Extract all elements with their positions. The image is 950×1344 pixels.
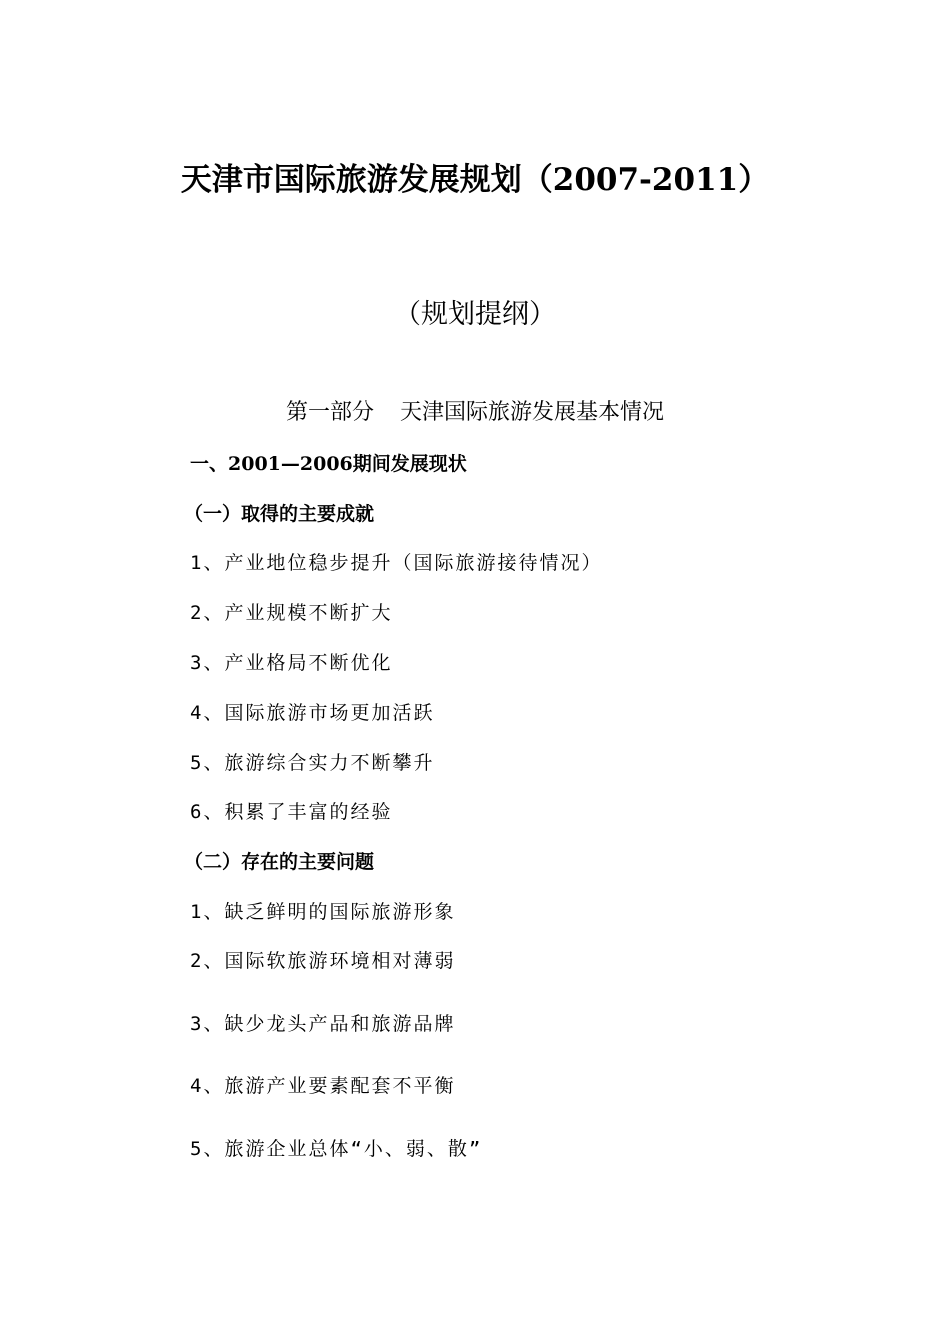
achievement-item: 5、旅游综合实力不断攀升 bbox=[190, 752, 435, 774]
part-number: 第一部分 bbox=[285, 400, 374, 425]
achievements-heading: （一）取得的主要成就 bbox=[184, 503, 375, 525]
document-subtitle: （规划提纲） bbox=[394, 299, 556, 330]
achievement-item: 3、产业格局不断优化 bbox=[190, 652, 393, 674]
section-heading: 一、2001—2006期间发展现状 bbox=[190, 453, 467, 475]
problem-item: 3、缺少龙头产品和旅游品牌 bbox=[190, 1013, 456, 1035]
achievement-item: 6、积累了丰富的经验 bbox=[190, 801, 393, 823]
achievement-item: 4、国际旅游市场更加活跃 bbox=[190, 702, 435, 724]
part-name: 天津国际旅游发展基本情况 bbox=[400, 400, 665, 425]
achievement-item: 1、产业地位稳步提升（国际旅游接待情况） bbox=[190, 552, 603, 574]
part-heading bbox=[0, 397, 950, 429]
problem-item: 5、旅游企业总体“小、弱、散” bbox=[190, 1138, 483, 1160]
problem-item: 2、国际软旅游环境相对薄弱 bbox=[190, 950, 456, 972]
problem-item: 4、旅游产业要素配套不平衡 bbox=[190, 1075, 456, 1097]
problem-item: 1、缺乏鲜明的国际旅游形象 bbox=[190, 901, 456, 923]
document-title: 天津市国际旅游发展规划（2007-2011） bbox=[180, 162, 770, 198]
achievement-item: 2、产业规模不断扩大 bbox=[190, 602, 393, 624]
problems-heading: （二）存在的主要问题 bbox=[184, 851, 375, 873]
